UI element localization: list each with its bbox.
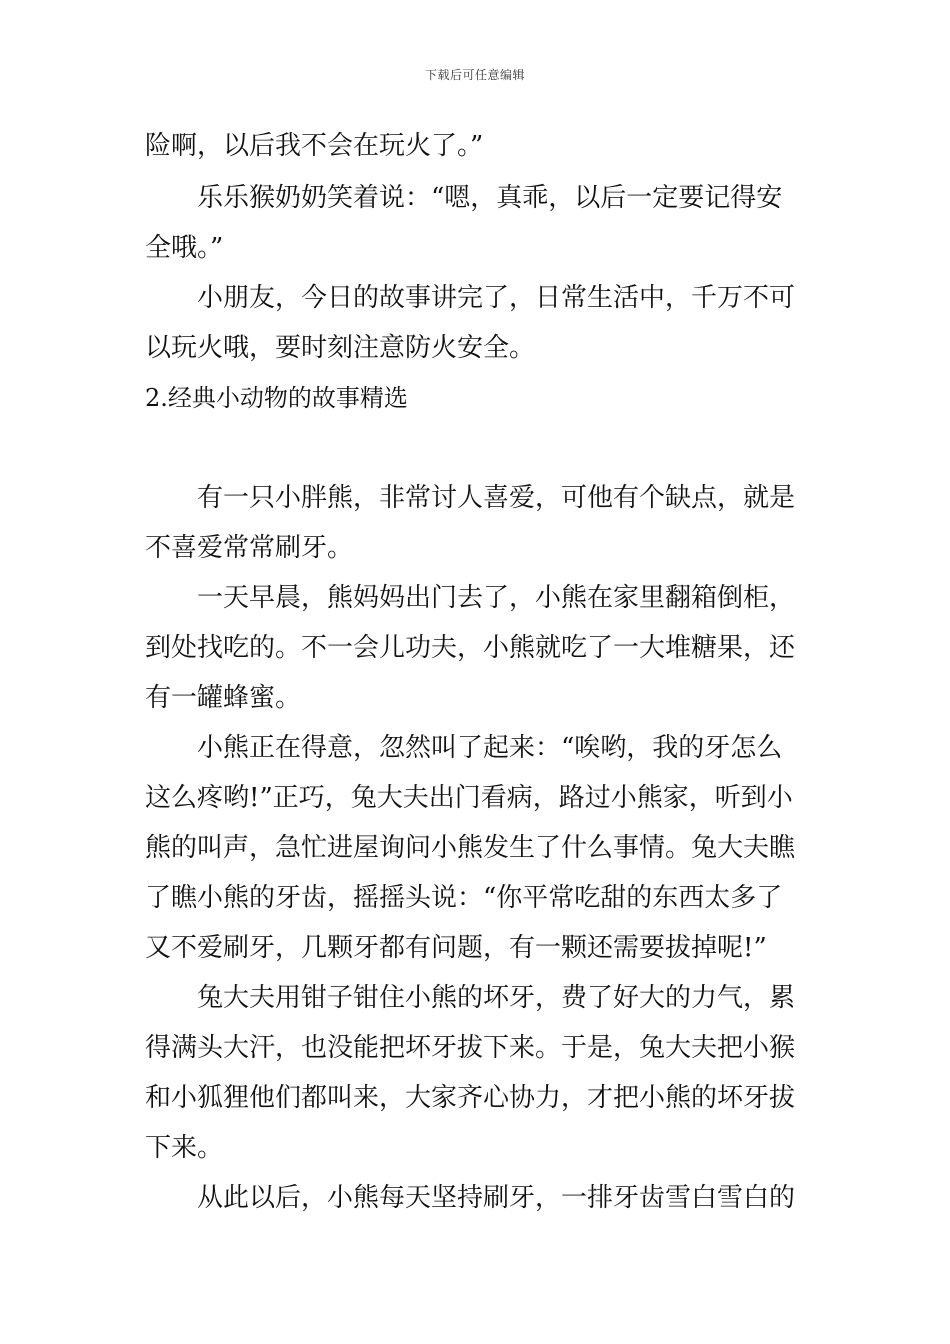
text-line: 有一只小胖熊，非常讨人喜爱，可他有个缺点，就是 bbox=[145, 483, 796, 513]
text-line: 小熊正在得意，忽然叫了起来：“唉哟，我的牙怎么 bbox=[145, 733, 783, 763]
text-line: 有一罐蜂蜜。 bbox=[145, 683, 302, 713]
text-line: 到处找吃的。不一会儿功夫，小熊就吃了一大堆糖果，还 bbox=[145, 633, 796, 663]
text-line: 得满头大汗，也没能把坏牙拔下来。于是，兔大夫把小猴 bbox=[145, 1033, 796, 1063]
text-line: 险啊，以后我不会在玩火了。” bbox=[145, 131, 484, 161]
page-header: 下载后可任意编辑 bbox=[424, 68, 525, 82]
text-line: 熊的叫声，急忙进屋询问小熊发生了什么事情。兔大夫瞧 bbox=[145, 833, 796, 863]
text-line: 又不爱刷牙，几颗牙都有问题，有一颗还需要拔掉呢!” bbox=[145, 933, 767, 963]
text-line: 以玩火哦，要时刻注意防火安全。 bbox=[145, 333, 536, 363]
text-line: 全哦。” bbox=[145, 233, 224, 263]
text-line: 了瞧小熊的牙齿，摇摇头说：“你平常吃甜的东西太多了 bbox=[145, 883, 783, 913]
text-line: 小朋友，今日的故事讲完了，日常生活中，千万不可 bbox=[145, 283, 796, 313]
text-line: 和小狐狸他们都叫来，大家齐心协力，才把小熊的坏牙拔 bbox=[145, 1083, 796, 1113]
text-line: 下来。 bbox=[145, 1133, 224, 1163]
text-line: 乐乐猴奶奶笑着说：“嗯，真乖，以后一定要记得安 bbox=[145, 183, 783, 213]
text-line: 不喜爱常常刷牙。 bbox=[145, 533, 354, 563]
text-line: 兔大夫用钳子钳住小熊的坏牙，费了好大的力气，累 bbox=[145, 983, 796, 1013]
text-line: 这么疼哟!”正巧，兔大夫出门看病，路过小熊家，听到小 bbox=[145, 783, 793, 813]
text-line: 一天早晨，熊妈妈出门去了，小熊在家里翻箱倒柜， bbox=[145, 583, 796, 613]
text-line: 从此以后，小熊每天坚持刷牙，一排牙齿雪白雪白的 bbox=[145, 1183, 796, 1213]
section-heading: 2.经典小动物的故事精选 bbox=[145, 384, 408, 412]
